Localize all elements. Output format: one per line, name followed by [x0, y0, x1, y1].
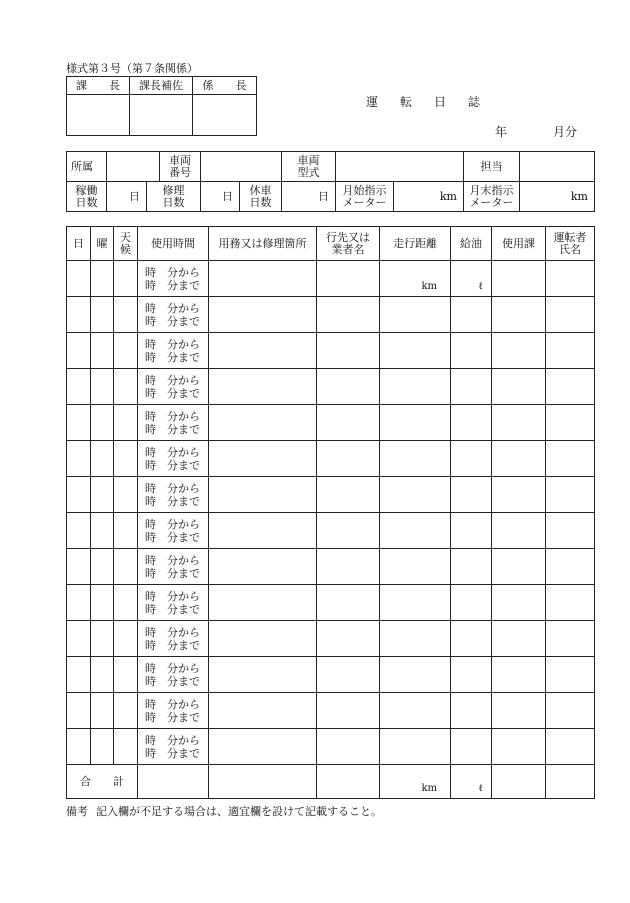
repair-days-label: 修理 日数: [147, 182, 201, 212]
month-end-meter-field[interactable]: km: [520, 182, 595, 212]
weekday-cell[interactable]: [91, 657, 114, 693]
time-used-cell[interactable]: 時 分から 時 分まで: [138, 405, 209, 441]
destination-cell[interactable]: [317, 261, 380, 297]
fuel-cell[interactable]: [451, 513, 492, 549]
log-row: [67, 297, 595, 333]
header-weather: 天 候: [114, 227, 138, 261]
destination-cell[interactable]: [317, 729, 380, 765]
driving-log-table: [66, 226, 595, 799]
department-cell[interactable]: [492, 549, 546, 585]
fuel-cell[interactable]: [451, 693, 492, 729]
department-cell[interactable]: [492, 693, 546, 729]
log-row: [67, 657, 595, 693]
weather-cell[interactable]: [114, 405, 138, 441]
driver-cell[interactable]: [546, 405, 595, 441]
time-used-cell[interactable]: 時 分から 時 分まで: [138, 297, 209, 333]
document-title: [366, 93, 502, 110]
month-end-meter-label: 月末指示 メーター: [464, 182, 520, 212]
destination-cell[interactable]: [317, 693, 380, 729]
log-row: [67, 513, 595, 549]
total-distance-cell[interactable]: km: [380, 765, 451, 799]
department-cell[interactable]: [492, 261, 546, 297]
remarks-text: 記入欄が不足する場合は、適宜欄を設けて記載すること。: [96, 805, 382, 818]
form-number: 様式第３号（第７条関係）: [66, 62, 198, 75]
fuel-cell[interactable]: [451, 621, 492, 657]
remarks: [66, 803, 382, 819]
time-used-cell[interactable]: 時 分から 時 分まで: [138, 333, 209, 369]
total-time-cell[interactable]: [138, 765, 209, 799]
destination-cell[interactable]: [317, 513, 380, 549]
department-cell[interactable]: [492, 441, 546, 477]
day-cell[interactable]: [67, 621, 91, 657]
header-driver: 運転者 氏名: [546, 227, 595, 261]
total-department-cell[interactable]: [492, 765, 546, 799]
approval-stamp-box[interactable]: [67, 95, 130, 136]
driver-cell[interactable]: [546, 729, 595, 765]
fuel-cell[interactable]: [451, 333, 492, 369]
fuel-cell[interactable]: [451, 441, 492, 477]
distance-cell[interactable]: [380, 729, 451, 765]
weekday-cell[interactable]: [91, 621, 114, 657]
time-used-cell[interactable]: 時 分から 時 分まで: [138, 441, 209, 477]
purpose-cell[interactable]: [209, 585, 317, 621]
month-label: 月分: [553, 125, 578, 139]
weather-cell[interactable]: [114, 585, 138, 621]
approval-stamp-box[interactable]: [130, 95, 193, 136]
department-cell[interactable]: [492, 297, 546, 333]
approval-header-subsection-chief: 係 長: [193, 77, 257, 95]
day-cell[interactable]: [67, 297, 91, 333]
weather-cell[interactable]: [114, 441, 138, 477]
weather-cell[interactable]: [114, 513, 138, 549]
log-row: [67, 477, 595, 513]
distance-cell[interactable]: [380, 297, 451, 333]
year-label: 年: [495, 125, 508, 139]
driver-cell[interactable]: [546, 261, 595, 297]
department-cell[interactable]: [492, 333, 546, 369]
weekday-cell[interactable]: [91, 297, 114, 333]
rest-days-label: 休車 日数: [240, 182, 282, 212]
weekday-cell[interactable]: [91, 693, 114, 729]
month-start-meter-field[interactable]: km: [394, 182, 464, 212]
day-cell[interactable]: [67, 333, 91, 369]
department-cell[interactable]: [492, 585, 546, 621]
log-row: [67, 261, 595, 297]
time-used-cell[interactable]: 時 分から 時 分まで: [138, 477, 209, 513]
approval-stamp-table: [66, 76, 257, 136]
total-fuel-cell[interactable]: ℓ: [451, 765, 492, 799]
fuel-cell[interactable]: [451, 369, 492, 405]
fuel-cell[interactable]: [451, 549, 492, 585]
purpose-cell[interactable]: [209, 513, 317, 549]
driver-cell[interactable]: [546, 297, 595, 333]
time-used-cell[interactable]: 時 分から 時 分まで: [138, 369, 209, 405]
operating-days-field[interactable]: 日: [107, 182, 147, 212]
weekday-cell[interactable]: [91, 441, 114, 477]
day-cell[interactable]: [67, 369, 91, 405]
day-cell[interactable]: [67, 549, 91, 585]
day-cell[interactable]: [67, 657, 91, 693]
log-row: [67, 549, 595, 585]
header-weekday: 曜: [91, 227, 114, 261]
log-row: [67, 441, 595, 477]
title-char: 誌: [468, 95, 481, 109]
distance-cell[interactable]: [380, 693, 451, 729]
purpose-cell[interactable]: [209, 333, 317, 369]
month-start-meter-label: 月始指示 メーター: [336, 182, 394, 212]
day-cell[interactable]: [67, 405, 91, 441]
weather-cell[interactable]: [114, 297, 138, 333]
distance-cell[interactable]: km: [380, 261, 451, 297]
destination-cell[interactable]: [317, 441, 380, 477]
operating-days-label: 稼働 日数: [67, 182, 107, 212]
fuel-cell[interactable]: [451, 405, 492, 441]
time-used-cell[interactable]: 時 分から 時 分まで: [138, 729, 209, 765]
distance-cell[interactable]: [380, 405, 451, 441]
distance-cell[interactable]: [380, 441, 451, 477]
log-row: [67, 369, 595, 405]
driver-cell[interactable]: [546, 441, 595, 477]
weekday-cell[interactable]: [91, 513, 114, 549]
purpose-cell[interactable]: [209, 621, 317, 657]
weather-cell[interactable]: [114, 657, 138, 693]
total-destination-cell[interactable]: [317, 765, 380, 799]
distance-cell[interactable]: [380, 513, 451, 549]
person-in-charge-field[interactable]: [520, 152, 595, 182]
purpose-cell[interactable]: [209, 441, 317, 477]
weekday-cell[interactable]: [91, 369, 114, 405]
total-driver-cell[interactable]: [546, 765, 595, 799]
total-row: [67, 765, 595, 799]
weather-cell[interactable]: [114, 549, 138, 585]
destination-cell[interactable]: [317, 333, 380, 369]
driver-cell[interactable]: [546, 585, 595, 621]
time-used-cell[interactable]: 時 分から 時 分まで: [138, 585, 209, 621]
remarks-label: 備考: [66, 805, 88, 818]
purpose-cell[interactable]: [209, 369, 317, 405]
department-cell[interactable]: [492, 621, 546, 657]
day-cell[interactable]: [67, 477, 91, 513]
driver-cell[interactable]: [546, 621, 595, 657]
department-cell[interactable]: [492, 729, 546, 765]
log-row: [67, 405, 595, 441]
person-in-charge-label: 担当: [464, 152, 520, 182]
destination-cell[interactable]: [317, 297, 380, 333]
weekday-cell[interactable]: [91, 405, 114, 441]
weekday-cell[interactable]: [91, 585, 114, 621]
department-cell[interactable]: [492, 369, 546, 405]
driver-cell[interactable]: [546, 549, 595, 585]
header-purpose: 用務又は修理箇所: [209, 227, 317, 261]
weather-cell[interactable]: [114, 729, 138, 765]
log-row: [67, 693, 595, 729]
log-row: [67, 333, 595, 369]
approval-stamp-box[interactable]: [193, 95, 257, 136]
weekday-cell[interactable]: [91, 477, 114, 513]
title-char: 日: [434, 95, 447, 109]
distance-cell[interactable]: [380, 333, 451, 369]
purpose-cell[interactable]: [209, 693, 317, 729]
distance-cell[interactable]: [380, 621, 451, 657]
title-char: 転: [400, 95, 413, 109]
time-used-cell[interactable]: 時 分から 時 分まで: [138, 513, 209, 549]
destination-cell[interactable]: [317, 405, 380, 441]
fuel-cell[interactable]: [451, 297, 492, 333]
header-department: 使用課: [492, 227, 546, 261]
destination-cell[interactable]: [317, 657, 380, 693]
affiliation-field[interactable]: [107, 152, 160, 182]
purpose-cell[interactable]: [209, 549, 317, 585]
title-char: 運: [366, 95, 379, 109]
header-distance: 走行距離: [380, 227, 451, 261]
vehicle-model-label: 車両 型式: [282, 152, 336, 182]
purpose-cell[interactable]: [209, 657, 317, 693]
time-used-cell[interactable]: 時 分から 時 分まで: [138, 261, 209, 297]
weather-cell[interactable]: [114, 477, 138, 513]
time-used-cell[interactable]: 時 分から 時 分まで: [138, 621, 209, 657]
fuel-cell[interactable]: [451, 477, 492, 513]
weekday-cell[interactable]: [91, 729, 114, 765]
destination-cell[interactable]: [317, 621, 380, 657]
purpose-cell[interactable]: [209, 297, 317, 333]
day-cell[interactable]: [67, 441, 91, 477]
driver-cell[interactable]: [546, 657, 595, 693]
weekday-cell[interactable]: [91, 261, 114, 297]
log-row: [67, 621, 595, 657]
driver-cell[interactable]: [546, 477, 595, 513]
affiliation-label: 所属: [67, 152, 107, 182]
purpose-cell[interactable]: [209, 477, 317, 513]
purpose-cell[interactable]: [209, 405, 317, 441]
fuel-cell[interactable]: [451, 657, 492, 693]
rest-days-field[interactable]: 日: [282, 182, 336, 212]
driver-cell[interactable]: [546, 333, 595, 369]
distance-cell[interactable]: [380, 657, 451, 693]
header-time-used: 使用時間: [138, 227, 209, 261]
day-cell[interactable]: [67, 261, 91, 297]
weather-cell[interactable]: [114, 333, 138, 369]
total-label: 合 計: [67, 765, 138, 799]
department-cell[interactable]: [492, 405, 546, 441]
fuel-cell[interactable]: ℓ: [451, 261, 492, 297]
destination-cell[interactable]: [317, 585, 380, 621]
purpose-cell[interactable]: [209, 261, 317, 297]
header-destination: 行先又は 業者名: [317, 227, 380, 261]
log-row: [67, 729, 595, 765]
log-row: [67, 585, 595, 621]
department-cell[interactable]: [492, 513, 546, 549]
distance-cell[interactable]: [380, 549, 451, 585]
repair-days-field[interactable]: 日: [201, 182, 240, 212]
destination-cell[interactable]: [317, 549, 380, 585]
department-cell[interactable]: [492, 477, 546, 513]
weather-cell[interactable]: [114, 621, 138, 657]
day-cell[interactable]: [67, 693, 91, 729]
distance-cell[interactable]: [380, 477, 451, 513]
destination-cell[interactable]: [317, 477, 380, 513]
day-cell[interactable]: [67, 729, 91, 765]
driver-cell[interactable]: [546, 369, 595, 405]
time-used-cell[interactable]: 時 分から 時 分まで: [138, 693, 209, 729]
distance-cell[interactable]: [380, 369, 451, 405]
weather-cell[interactable]: [114, 369, 138, 405]
day-cell[interactable]: [67, 585, 91, 621]
purpose-cell[interactable]: [209, 729, 317, 765]
destination-cell[interactable]: [317, 369, 380, 405]
header-day: 日: [67, 227, 91, 261]
fuel-cell[interactable]: [451, 729, 492, 765]
weekday-cell[interactable]: [91, 549, 114, 585]
approval-header-section-chief: 課 長: [67, 77, 130, 95]
time-used-cell[interactable]: 時 分から 時 分まで: [138, 549, 209, 585]
weather-cell[interactable]: [114, 693, 138, 729]
total-purpose-cell[interactable]: [209, 765, 317, 799]
vehicle-number-label: 車両 番号: [160, 152, 201, 182]
department-cell[interactable]: [492, 657, 546, 693]
approval-header-deputy-chief: 課長補佐: [130, 77, 193, 95]
weather-cell[interactable]: [114, 261, 138, 297]
time-used-cell[interactable]: 時 分から 時 分まで: [138, 657, 209, 693]
header-fuel: 給油: [451, 227, 492, 261]
weekday-cell[interactable]: [91, 333, 114, 369]
driver-cell[interactable]: [546, 693, 595, 729]
fuel-cell[interactable]: [451, 585, 492, 621]
vehicle-number-field[interactable]: [201, 152, 282, 182]
driver-cell[interactable]: [546, 513, 595, 549]
day-cell[interactable]: [67, 513, 91, 549]
vehicle-info-table: [66, 151, 595, 212]
vehicle-model-field[interactable]: [336, 152, 464, 182]
distance-cell[interactable]: [380, 585, 451, 621]
